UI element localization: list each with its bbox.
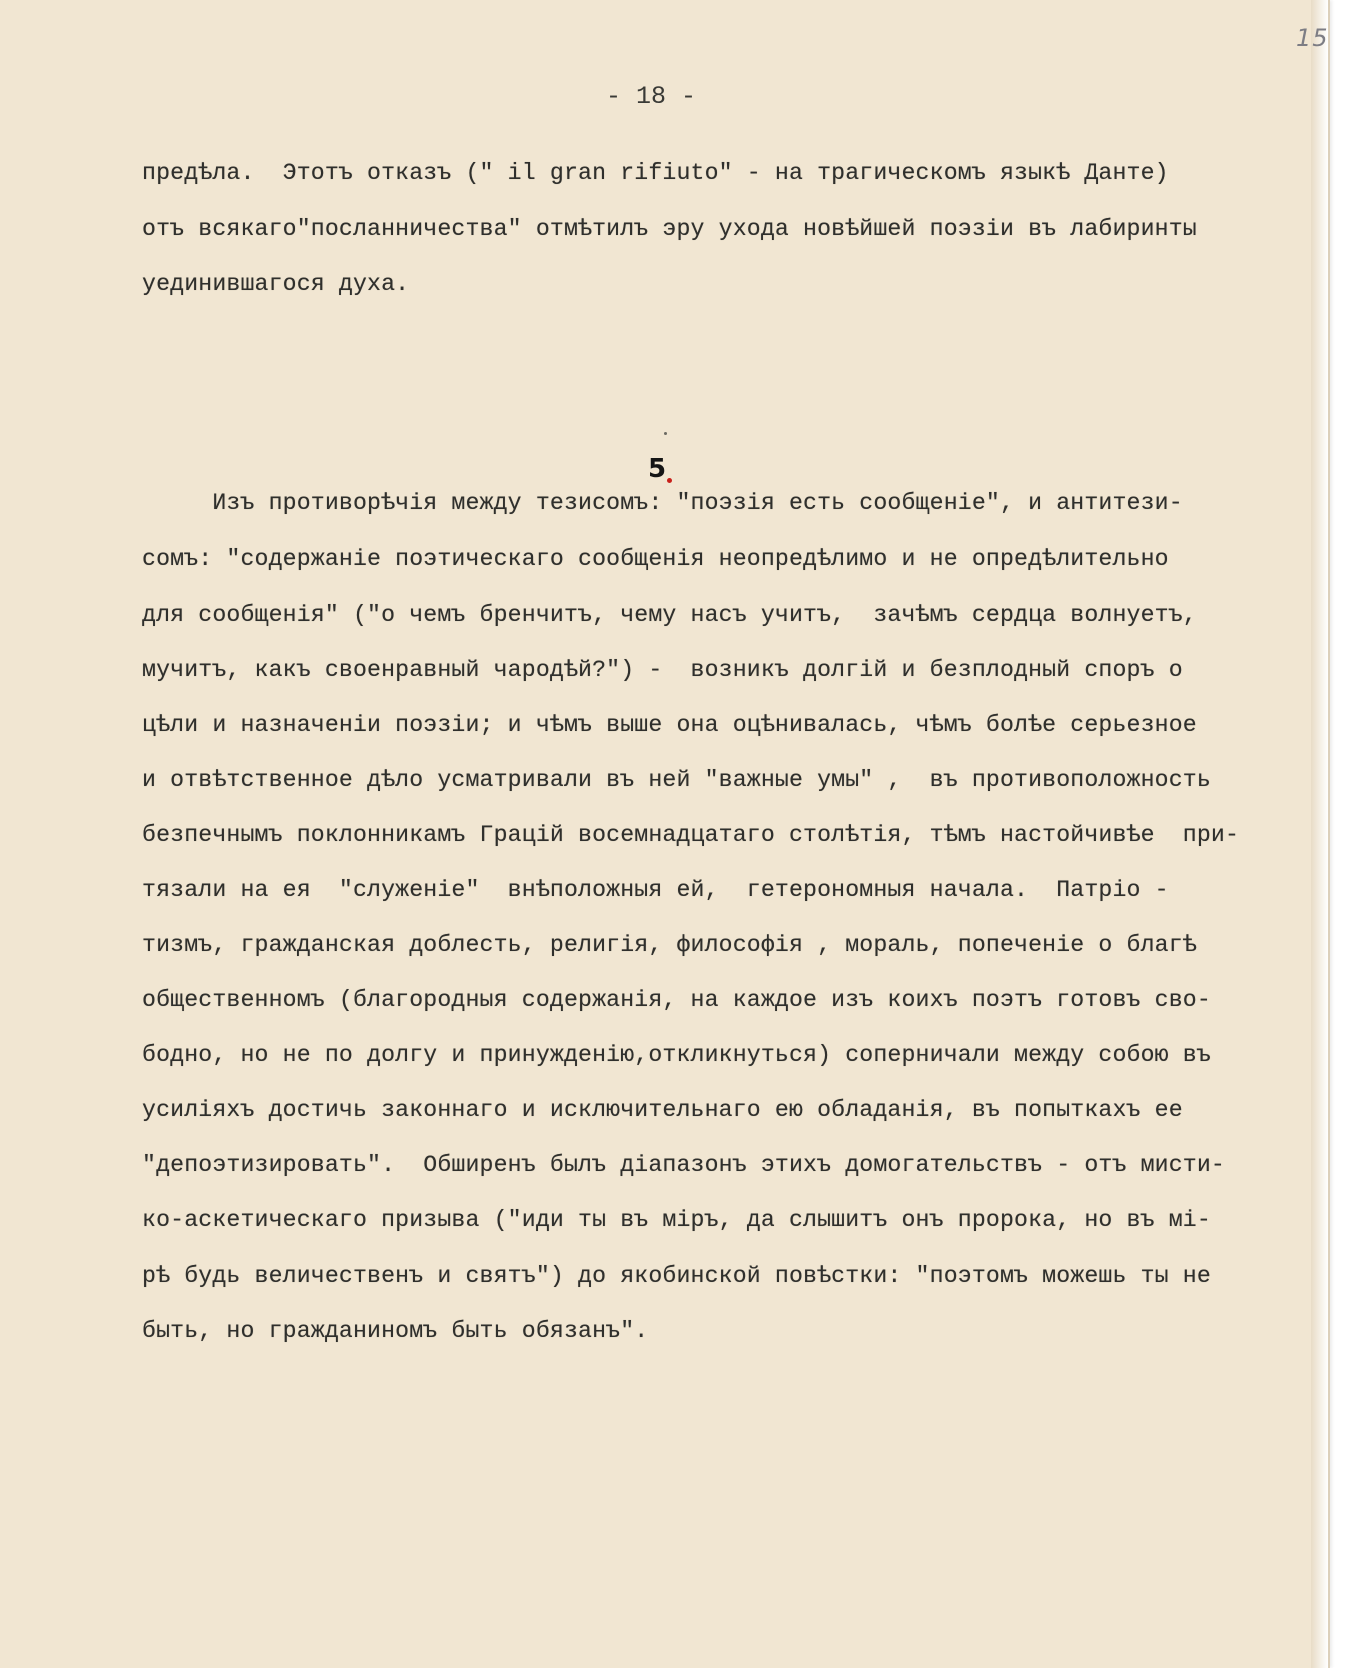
text-line: мучитъ, какъ своенравный чародѣй?") - возникъ долгій и безплодный споръ о [142, 657, 1183, 683]
text-line: отъ всякаго"посланничества" отмѣтилъ эру ухода новѣйшей поэзіи въ лабиринты [142, 216, 1197, 242]
text-line: цѣли и назначеніи поэзіи; и чѣмъ выше она оцѣнивалась, чѣмъ болѣе серьезное [142, 712, 1197, 738]
page-edge [1311, 0, 1328, 1668]
text-line: предѣла. Этотъ отказъ (" il gran rifiuto" - на трагическомъ языкѣ Данте) [142, 160, 1169, 186]
page-number: - 18 - [606, 82, 697, 111]
text-line: быть, но гражданиномъ быть обязанъ". [142, 1318, 649, 1344]
text-line: Изъ противорѣчія между тезисомъ: "поэзія есть сообщеніе", и антитези- [142, 490, 1183, 516]
text-line: для сообщенія" ("о чемъ бренчитъ, чему насъ учитъ, зачѣмъ сердца волнуетъ, [142, 602, 1197, 628]
archive-folio-number: 15 [1296, 24, 1329, 52]
text-line: сомъ: "содержаніе поэтическаго сообщенія неопредѣлимо и не опредѣлительно [142, 546, 1169, 572]
text-line: "депоэтизировать". Обширенъ былъ діапазонъ этихъ домогательствъ - отъ мисти- [142, 1152, 1225, 1178]
text-line: бодно, но не по долгу и принужденію,откликнуться) соперничали между собою въ [142, 1042, 1211, 1068]
text-line: усиліяхъ достичь законнаго и исключительнаго ею обладанія, въ попыткахъ ее [142, 1097, 1183, 1123]
text-line: безпечнымъ поклонникамъ Грацій восемнадцатаго столѣтія, тѣмъ настойчивѣе при- [142, 822, 1240, 848]
text-line: и отвѣтственное дѣло усматривали въ ней "важные умы" , въ противоположность [142, 767, 1211, 793]
text-line: тязали на ея "служеніе" внѣположныя ей, гетерономныя начала. Патріо - [142, 877, 1169, 903]
text-line: тизмъ, гражданская доблесть, религія, философія , мораль, попеченіе о благѣ [142, 932, 1197, 958]
ink-speck [664, 432, 667, 435]
text-line: общественномъ (благородныя содержанія, на каждое изъ коихъ поэтъ готовъ сво- [142, 987, 1211, 1013]
section-number: 5 [648, 454, 667, 484]
section-number-dot [667, 478, 672, 483]
text-line: уединившагося духа. [142, 271, 410, 297]
text-line: рѣ будь величественъ и святъ") до якобинской повѣстки: "поэтомъ можешь ты не [142, 1263, 1211, 1289]
text-line: ко-аскетическаго призыва ("иди ты въ міръ, да слышитъ онъ пророка, но въ мі- [142, 1207, 1211, 1233]
